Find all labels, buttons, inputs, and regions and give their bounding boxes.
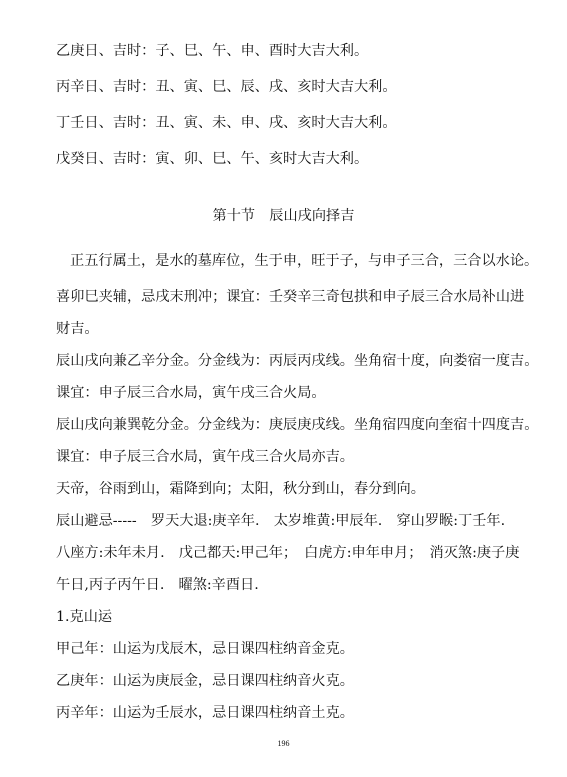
auspicious-hours-line-3: 丁壬日、吉时：丑、寅、未、申、戌、亥时大吉大利。 [56,115,397,131]
body-line: 喜卯巳夹辅，忌戌末刑冲；课宜：壬癸辛三奇包拱和申子辰三合水局补山进 [56,289,525,305]
auspicious-hours-line-1: 乙庚日、吉时：子、巳、午、申、酉时大吉大利。 [56,43,369,59]
body-line: 课宜：申子辰三合水局，寅午戌三合火局。 [56,385,326,401]
auspicious-hours-line-2: 丙辛日、吉时：丑、寅、巳、辰、戌、亥时大吉大利。 [56,79,397,95]
body-line: 甲己年：山运为戊辰木，忌日课四柱纳音金克。 [56,641,354,657]
body-line: 辰山避忌----- 罗天大退:庚辛年. 太岁堆黄:甲辰年. 穿山罗睺:丁壬年. [56,513,506,529]
body-line: 午日,丙子丙午日. 曜煞:辛酉日. [56,577,259,593]
body-line: 课宜：申子辰三合水局，寅午戌三合火局亦吉。 [56,449,354,465]
section-title: 第十节 辰山戌向择吉 [212,208,355,224]
auspicious-hours-line-4: 戊癸日、吉时：寅、卯、巳、午、亥时大吉大利。 [56,151,369,167]
body-line: 辰山戌向兼乙辛分金。分金线为：丙辰丙戌线。坐角宿十度，向娄宿一度吉。 [56,353,539,369]
body-line: 丙辛年：山运为壬辰水，忌日课四柱纳音土克。 [56,705,354,721]
body-line: 天帝，谷雨到山，霜降到向；太阳，秋分到山，春分到向。 [56,481,425,497]
body-line: 财吉。 [56,321,99,337]
body-line: 辰山戌向兼巽乾分金。分金线为：庚辰庚戌线。坐角宿四度向奎宿十四度吉。 [56,417,539,433]
body-line: 乙庚年：山运为庚辰金，忌日课四柱纳音火克。 [56,673,354,689]
page-number: 196 [277,739,290,748]
subsection-heading: 1.克山运 [56,609,113,625]
body-line: 八座方:未年未月. 戊己都天:甲己年； 白虎方:申年申月； 消灭煞:庚子庚 [56,545,520,561]
body-line: 正五行属土，是水的墓库位，生于申，旺于子，与申子三合，三合以水论。 [70,253,539,269]
